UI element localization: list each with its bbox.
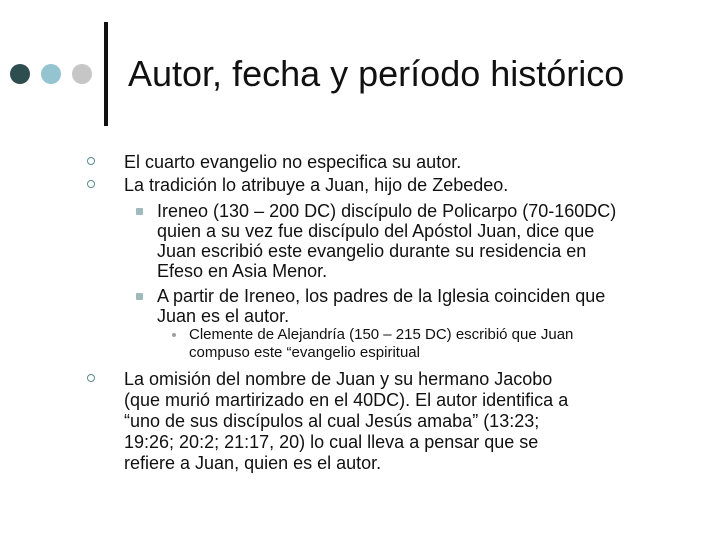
- sub-bullet-line: Efeso en Asia Menor.: [157, 261, 328, 281]
- bullet-text: La tradición lo atribuye a Juan, hijo de Zebedeo.: [124, 175, 509, 195]
- sub-bullet-line: A partir de Ireneo, los padres de la Iglesia coinciden que: [157, 286, 606, 306]
- small-dot-bullet-icon: [172, 333, 176, 337]
- ring-bullet-icon: [87, 157, 95, 165]
- sub-bullet-line: Ireneo (130 – 200 DC) discípulo de Policarpo (70-160DC): [157, 201, 617, 221]
- sub-bullet-line: Juan escribió este evangelio durante su residencia en: [157, 241, 587, 261]
- bullet-text: El cuarto evangelio no especifica su autor.: [124, 152, 462, 172]
- slide-title: Autor, fecha y período histórico: [128, 53, 625, 94]
- bullet-text-line: refiere a Juan, quien es el autor.: [124, 453, 382, 473]
- sub-bullet-line: quien a su vez fue discípulo del Apóstol Juan, dice que: [157, 221, 595, 241]
- ring-bullet-icon: [87, 374, 95, 382]
- bullet-text-line: “uno de sus discípulos al cual Jesús amaba” (13:23;: [124, 411, 540, 431]
- bullet-text-line: La omisión del nombre de Juan y su hermano Jacobo: [124, 369, 553, 389]
- sub-bullet-line: Juan es el autor.: [157, 306, 290, 326]
- square-bullet-icon: [136, 208, 143, 215]
- square-bullet-icon: [136, 293, 143, 300]
- sub-sub-bullet-line: Clemente de Alejandría (150 – 215 DC) escribió que Juan: [189, 326, 574, 343]
- bullet-text-line: (que murió martirizado en el 40DC). El autor identifica a: [124, 390, 569, 410]
- ring-bullet-icon: [87, 180, 95, 188]
- sub-sub-bullet-line: compuso este “evangelio espiritual: [189, 344, 420, 361]
- bullet-text-line: 19:26; 20:2; 21:17, 20) lo cual lleva a pensar que se: [124, 432, 539, 452]
